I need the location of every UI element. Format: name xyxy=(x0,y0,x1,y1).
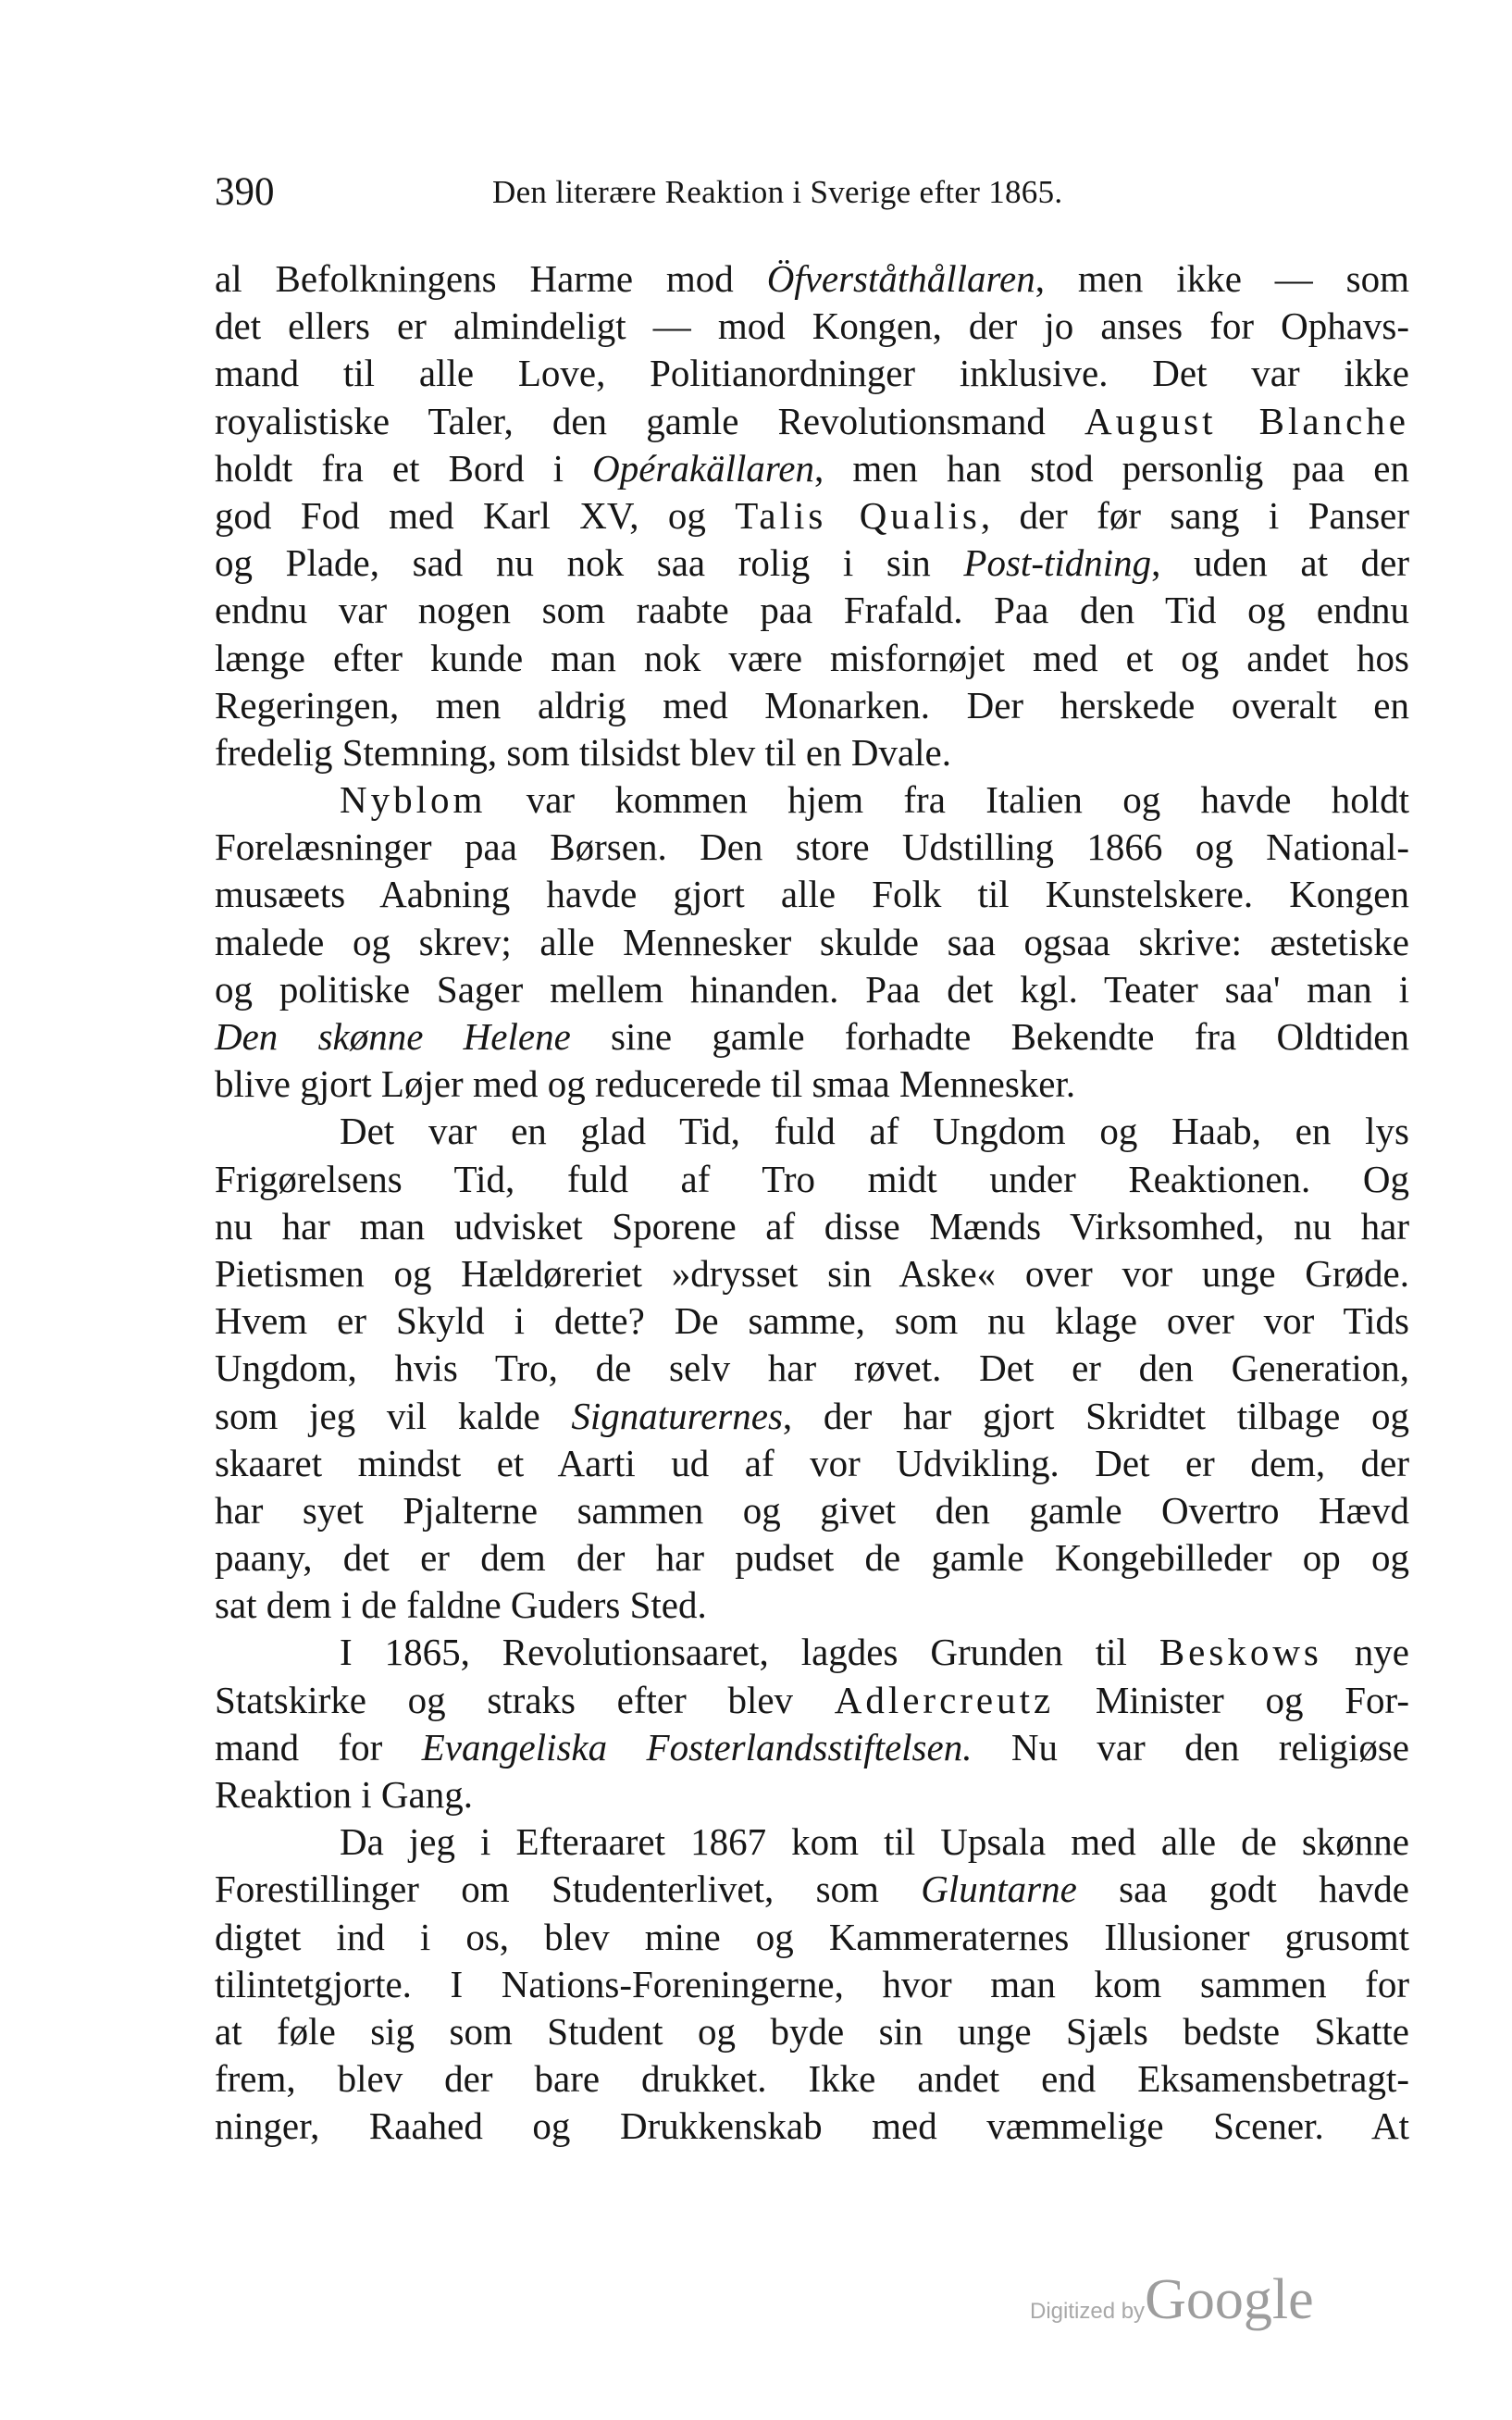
text-run: paany, det er dem der har pudset de gamle Kongebilleder op og xyxy=(215,1536,1409,1580)
spaced-name: Adlercreutz xyxy=(834,1678,1055,1721)
italic-title: Opérakällaren xyxy=(592,446,814,490)
text-line xyxy=(215,729,1409,776)
text-run: Hvem er Skyld i dette? De samme, som nu klage over vor Tids xyxy=(215,1299,1409,1343)
text-run: musæets Aabning havde gjort alle Folk til Kunstelskere. Kongen xyxy=(215,873,1409,916)
text-line xyxy=(215,1013,1409,1061)
spaced-name: Beskows xyxy=(1159,1631,1322,1674)
text-run: al Befolkningens Harme mod xyxy=(215,257,767,300)
text-run: var kommen hjem fra Italien og havde holdt xyxy=(486,778,1409,822)
text-run: ninger, Raahed og Drukkenskab med væmmelige Scener. At xyxy=(215,2104,1409,2148)
text-line xyxy=(215,1961,1409,2008)
text-line xyxy=(215,1724,1409,1771)
text-run: har syet Pjalterne sammen og givet den gamle Overtro Hævd xyxy=(215,1488,1409,1532)
text-run: Minister og For- xyxy=(1054,1678,1409,1721)
text-run: fredelig Stemning, som tilsidst blev til en Dvale. xyxy=(215,730,951,774)
text-run: Forelæsninger paa Børsen. Den store Udstilling 1866 og National- xyxy=(215,825,1409,869)
text-line xyxy=(215,1629,1409,1676)
text-run: at føle sig som Student og byde sin unge Sjæls bedste Skatte xyxy=(215,2009,1409,2053)
text-line xyxy=(215,1250,1409,1297)
text-run: Reaktion i Gang. xyxy=(215,1773,473,1816)
text-line xyxy=(215,682,1409,729)
text-run: Regeringen, men aldrig med Monarken. Der herskede overalt en xyxy=(215,683,1409,726)
text-line xyxy=(215,303,1409,350)
text-line xyxy=(215,255,1409,303)
text-run: Det var en glad Tid, fuld af Ungdom og Haab, en lys xyxy=(340,1110,1409,1153)
text-line xyxy=(215,1866,1409,1913)
text-run: Da jeg i Efteraaret 1867 kom til Upsala med alle de skønne xyxy=(340,1820,1409,1864)
text-run: Pietismen og Hældøreriet »drysset sin Aske« over vor unge Grøde. xyxy=(215,1251,1409,1295)
italic-title: Gluntarne xyxy=(921,1868,1077,1911)
text-line xyxy=(215,1818,1409,1866)
text-run: , der før sang i Panser xyxy=(980,493,1409,537)
text-line xyxy=(215,1156,1409,1203)
text-run: mand til alle Love, Politianordninger inklusive. Det var ikke xyxy=(215,352,1409,395)
text-line xyxy=(215,1771,1409,1818)
text-line xyxy=(215,871,1409,918)
watermark-prefix: Digitized by xyxy=(1030,2299,1146,2324)
italic-title: Öfverståthållaren xyxy=(766,257,1035,300)
italic-title: Evangeliska Fosterlandsstiftelsen. xyxy=(421,1725,973,1768)
text-run: og Plade, sad nu nok saa rolig i sin xyxy=(215,541,964,585)
text-run: god Fod med Karl XV, og xyxy=(215,493,736,537)
text-run: digtet ind i os, blev mine og Kammeraternes Illusioner grusomt xyxy=(215,1915,1409,1958)
text-line xyxy=(215,1108,1409,1155)
text-line xyxy=(215,1914,1409,1961)
text-run: som jeg vil kalde xyxy=(215,1394,572,1437)
text-line xyxy=(215,1582,1409,1629)
text-line xyxy=(215,492,1409,540)
page-number: 390 xyxy=(215,170,275,214)
watermark-brand: Google xyxy=(1145,2268,1314,2331)
text-line xyxy=(215,2055,1409,2103)
text-line xyxy=(215,1487,1409,1534)
text-run: sine gamle forhadte Bekendte fra Oldtiden xyxy=(570,1015,1409,1058)
text-run: Nu var den religiøse xyxy=(972,1725,1409,1768)
text-line xyxy=(215,2008,1409,2055)
text-line xyxy=(215,966,1409,1013)
spaced-name: Nyblom xyxy=(340,778,487,822)
text-line xyxy=(215,635,1409,682)
text-run: sat dem i de faldne Guders Sted. xyxy=(215,1583,707,1627)
text-run: I 1865, Revolutionsaaret, lagdes Grunden til xyxy=(340,1631,1159,1674)
text-run: malede og skrev; alle Mennesker skulde saa ogsaa skrive: æstetiske xyxy=(215,920,1409,963)
text-run: Forestillinger om Studenterlivet, som xyxy=(215,1868,922,1911)
italic-title: Signaturernes xyxy=(571,1394,783,1437)
text-run: , men ikke — som xyxy=(1035,257,1409,300)
italic-title: Den skønne Helene xyxy=(215,1015,571,1058)
text-line xyxy=(215,776,1409,824)
running-head: Den literære Reaktion i Sverige efter 1865. xyxy=(492,174,1063,210)
text-run: mand for xyxy=(215,1725,422,1768)
italic-title: Post-tidning xyxy=(963,541,1152,585)
text-run: endnu var nogen som raabte paa Frafald. Paa den Tid og endnu xyxy=(215,589,1409,632)
text-line xyxy=(215,824,1409,871)
text-line xyxy=(215,1297,1409,1345)
text-run: nye xyxy=(1321,1631,1409,1674)
body-text xyxy=(215,255,1409,2151)
text-line xyxy=(215,1393,1409,1440)
text-run: tilintetgjorte. I Nations-Foreningerne, hvor man kom sammen for xyxy=(215,1962,1409,2005)
text-run: , der har gjort Skridtet tilbage og xyxy=(782,1394,1409,1437)
text-line xyxy=(215,350,1409,397)
spaced-name: Talis Qualis xyxy=(735,493,981,537)
text-run: blive gjort Løjer med og reducerede til smaa Mennesker. xyxy=(215,1062,1076,1106)
text-run: Ungdom, hvis Tro, de selv har røvet. Det er den Generation, xyxy=(215,1347,1409,1390)
text-line xyxy=(215,919,1409,966)
text-line xyxy=(215,398,1409,445)
text-run: nu har man udvisket Sporene af disse Mænds Virksomhed, nu har xyxy=(215,1204,1409,1247)
text-line xyxy=(215,1203,1409,1250)
text-run: , uden at der xyxy=(1151,541,1409,585)
text-line xyxy=(215,1677,1409,1724)
text-run: det ellers er almindeligt — mod Kongen, der jo anses for Ophavs- xyxy=(215,304,1409,348)
text-run: og politiske Sager mellem hinanden. Paa det kgl. Teater saa' man i xyxy=(215,967,1409,1011)
text-run: skaaret mindst et Aarti ud af vor Udvikling. Det er dem, der xyxy=(215,1441,1409,1484)
text-line xyxy=(215,587,1409,634)
text-run: holdt fra et Bord i xyxy=(215,446,593,490)
text-run: royalistiske Taler, den gamle Revolutionsmand xyxy=(215,399,1085,442)
text-run: saa godt havde xyxy=(1076,1868,1409,1911)
text-run: Statskirke og straks efter blev xyxy=(215,1678,835,1721)
text-run: Frigørelsens Tid, fuld af Tro midt under Reaktionen. Og xyxy=(215,1157,1409,1200)
digitized-watermark xyxy=(1030,2267,1314,2333)
spaced-name: August Blanche xyxy=(1084,399,1409,442)
text-line xyxy=(215,540,1409,587)
text-line xyxy=(215,1534,1409,1582)
text-run: , men han stod personlig paa en xyxy=(814,446,1409,490)
text-line xyxy=(215,445,1409,492)
text-line xyxy=(215,1061,1409,1108)
text-line xyxy=(215,1345,1409,1392)
page-header xyxy=(215,165,1409,220)
text-run: frem, blev der bare drukket. Ikke andet end Eksamensbetragt- xyxy=(215,2057,1409,2101)
text-run: længe efter kunde man nok være misfornøjet med et og andet hos xyxy=(215,636,1409,679)
text-line xyxy=(215,1440,1409,1487)
text-line xyxy=(215,2103,1409,2150)
